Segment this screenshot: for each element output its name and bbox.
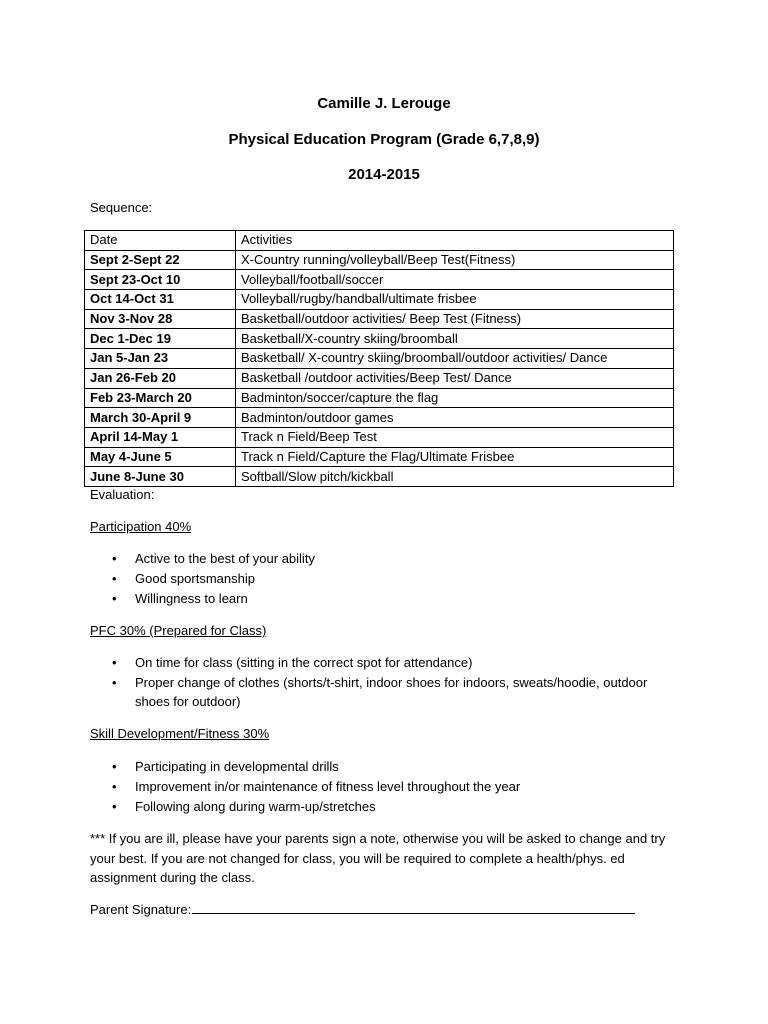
table-row: [85, 408, 674, 428]
teacher-name: Camille J. Lerouge: [317, 95, 451, 112]
table-row: [85, 467, 674, 487]
table-row: [85, 309, 674, 329]
table-row: [85, 427, 674, 447]
date-cell: March 30-April 9: [85, 408, 236, 428]
table-row: [85, 329, 674, 349]
activities-cell: Volleyball/rugby/handball/ultimate frisbee: [236, 290, 674, 310]
parent-signature: [90, 900, 635, 917]
activities-cell: Track n Field/Beep Test: [236, 427, 674, 447]
activities-cell: Volleyball/football/soccer: [236, 270, 674, 290]
evaluation-label: Evaluation:: [90, 487, 155, 502]
date-cell: April 14-May 1: [85, 427, 236, 447]
date-cell: Oct 14-Oct 31: [85, 290, 236, 310]
table-header-row: [85, 231, 674, 251]
list-item: • Good sportsmanship: [112, 569, 315, 589]
sequence-label: Sequence:: [90, 200, 153, 215]
list-item: • Following along during warm-up/stretches: [112, 797, 520, 817]
pfc-list: [112, 653, 665, 712]
date-cell: Sept 2-Sept 22: [85, 250, 236, 270]
pfc-heading: PFC 30% (Prepared for Class): [90, 623, 267, 638]
list-item: • Active to the best of your ability: [112, 549, 315, 569]
date-cell: June 8-June 30: [85, 467, 236, 487]
illness-note: *** If you are ill, please have your parents sign a note, otherwise you will be asked to change and try your best. If you are not changed for class, you will be required to complete a health/phys. ed assignment during the class.: [90, 831, 666, 885]
list-item: • Improvement in/or maintenance of fitness level throughout the year: [112, 777, 520, 797]
list-item: • Participating in developmental drills: [112, 757, 520, 777]
date-cell: Nov 3-Nov 28: [85, 309, 236, 329]
participation-list: [112, 549, 315, 609]
activities-cell: Badminton/outdoor games: [236, 408, 674, 428]
column-header-date: Date: [85, 231, 236, 251]
activities-cell: Basketball /outdoor activities/Beep Test/ Dance: [236, 368, 674, 388]
skill-fitness-heading: Skill Development/Fitness 30%: [90, 726, 270, 741]
signature-label: Parent Signature:: [90, 902, 192, 917]
date-cell: Jan 5-Jan 23: [85, 349, 236, 369]
signature-line[interactable]: [192, 900, 635, 914]
table-row: [85, 388, 674, 408]
list-item: • Willingness to learn: [112, 589, 315, 609]
date-cell: May 4-June 5: [85, 447, 236, 467]
school-year: 2014-2015: [348, 166, 420, 183]
schedule-table: [84, 230, 674, 487]
participation-heading: Participation 40%: [90, 519, 192, 534]
date-cell: Jan 26-Feb 20: [85, 368, 236, 388]
table-row: [85, 290, 674, 310]
activities-cell: Badminton/soccer/capture the flag: [236, 388, 674, 408]
date-cell: Dec 1-Dec 19: [85, 329, 236, 349]
column-header-activities: Activities: [236, 231, 674, 251]
date-cell: Feb 23-March 20: [85, 388, 236, 408]
list-item: • On time for class (sitting in the correct spot for attendance): [112, 653, 665, 673]
date-cell: Sept 23-Oct 10: [85, 270, 236, 290]
activities-cell: X-Country running/volleyball/Beep Test(Fitness): [236, 250, 674, 270]
table-row: [85, 270, 674, 290]
activities-cell: Basketball/ X-country skiing/broomball/outdoor activities/ Dance: [236, 349, 674, 369]
activities-cell: Basketball/X-country skiing/broomball: [236, 329, 674, 349]
table-row: [85, 368, 674, 388]
activities-cell: Track n Field/Capture the Flag/Ultimate Frisbee: [236, 447, 674, 467]
table-row: [85, 447, 674, 467]
table-row: [85, 349, 674, 369]
skill-fitness-list: [112, 757, 520, 817]
table-row: [85, 250, 674, 270]
activities-cell: Softball/Slow pitch/kickball: [236, 467, 674, 487]
program-title: Physical Education Program (Grade 6,7,8,9): [228, 131, 540, 148]
activities-cell: Basketball/outdoor activities/ Beep Test (Fitness): [236, 309, 674, 329]
list-item: • Proper change of clothes (shorts/t-shirt, indoor shoes for indoors, sweats/hoodie, outdoor shoes for outdoor): [112, 673, 665, 712]
